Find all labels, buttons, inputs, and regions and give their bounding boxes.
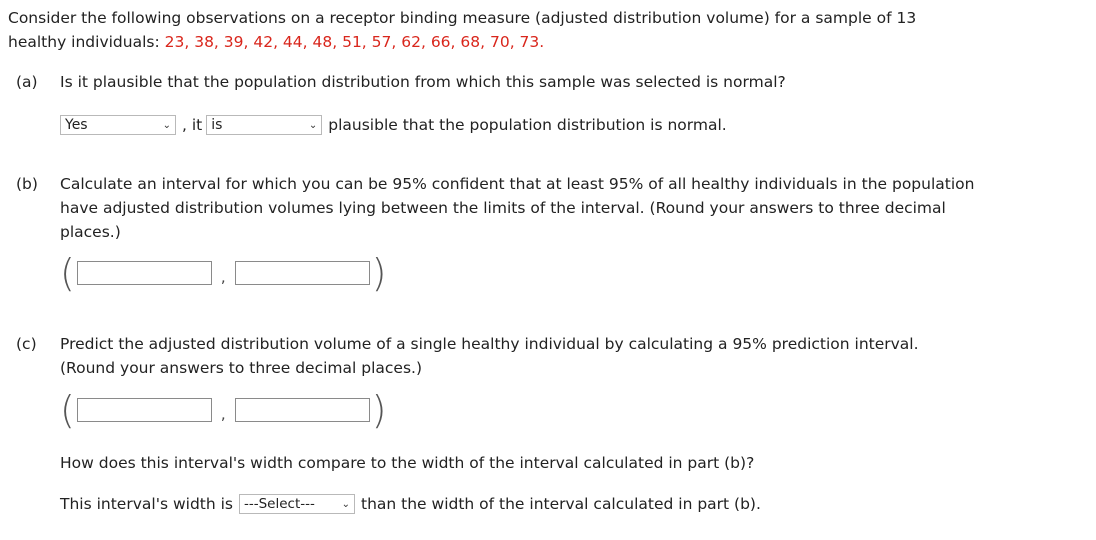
part-b-lower-input[interactable] (77, 261, 212, 285)
compare-question: How does this interval's width compare to the width of the interval calculated in part (b)? (60, 454, 755, 472)
open-paren: ( (60, 251, 75, 295)
interval-comma: , (220, 405, 226, 423)
part-b-line-1: Calculate an interval for which you can be 95% confident that at least 95% of all healthy individuals in the population (60, 175, 975, 193)
interval-comma: , (220, 268, 226, 286)
plausible-is-value: is (211, 117, 223, 133)
close-paren: ) (371, 251, 387, 295)
plausible-is-select[interactable] (206, 115, 322, 135)
width-compare-select[interactable] (239, 494, 355, 514)
width-compare-value: ---Select--- (244, 496, 315, 512)
intro-line-2 (8, 30, 1088, 54)
open-paren: ( (60, 388, 75, 432)
intro-paragraph (8, 6, 1088, 54)
part-b-line-2: have adjusted distribution volumes lying between the limits of the interval. (Round your answers to three decimal (60, 199, 946, 217)
plausible-yes-no-select[interactable] (60, 115, 176, 135)
part-b-upper-input[interactable] (235, 261, 370, 285)
part-b-interval (60, 253, 386, 293)
compare-answer-row (60, 492, 761, 516)
sample-values: 23, 38, 39, 42, 44, 48, 51, 57, 62, 66, 68, 70, 73. (164, 33, 545, 51)
part-a-end-text: plausible that the population distribution is normal. (328, 116, 727, 134)
part-c-interval (60, 390, 386, 430)
part-c-line-1: Predict the adjusted distribution volume of a single healthy individual by calculating a 95% prediction interval. (60, 335, 919, 353)
part-b-line-3: places.) (60, 223, 121, 241)
part-b-label: (b) (16, 175, 38, 193)
close-paren: ) (371, 388, 387, 432)
part-a-question: Is it plausible that the population distribution from which this sample was selected is normal? (60, 73, 786, 91)
part-c-label: (c) (16, 335, 37, 353)
compare-suffix: than the width of the interval calculated in part (b). (361, 495, 761, 513)
intro-line-2-text: healthy individuals: (8, 33, 165, 51)
part-c-line-2: (Round your answers to three decimal places.) (60, 359, 422, 377)
part-a-mid-text: , it (182, 116, 203, 134)
chevron-down-icon: ⌄ (308, 119, 318, 131)
part-a-answer-row (60, 113, 727, 137)
compare-prefix: This interval's width is (60, 495, 233, 513)
part-c-lower-input[interactable] (77, 398, 212, 422)
chevron-down-icon: ⌄ (341, 498, 350, 510)
part-c-question (60, 332, 1090, 380)
plausible-yes-no-value: Yes (65, 117, 88, 133)
part-a-label: (a) (16, 73, 38, 91)
part-c-upper-input[interactable] (235, 398, 370, 422)
chevron-down-icon: ⌄ (162, 119, 171, 131)
intro-line-1: Consider the following observations on a receptor binding measure (adjusted distribution volume) for a sample of 13 (8, 9, 917, 27)
part-b-question (60, 172, 1090, 244)
